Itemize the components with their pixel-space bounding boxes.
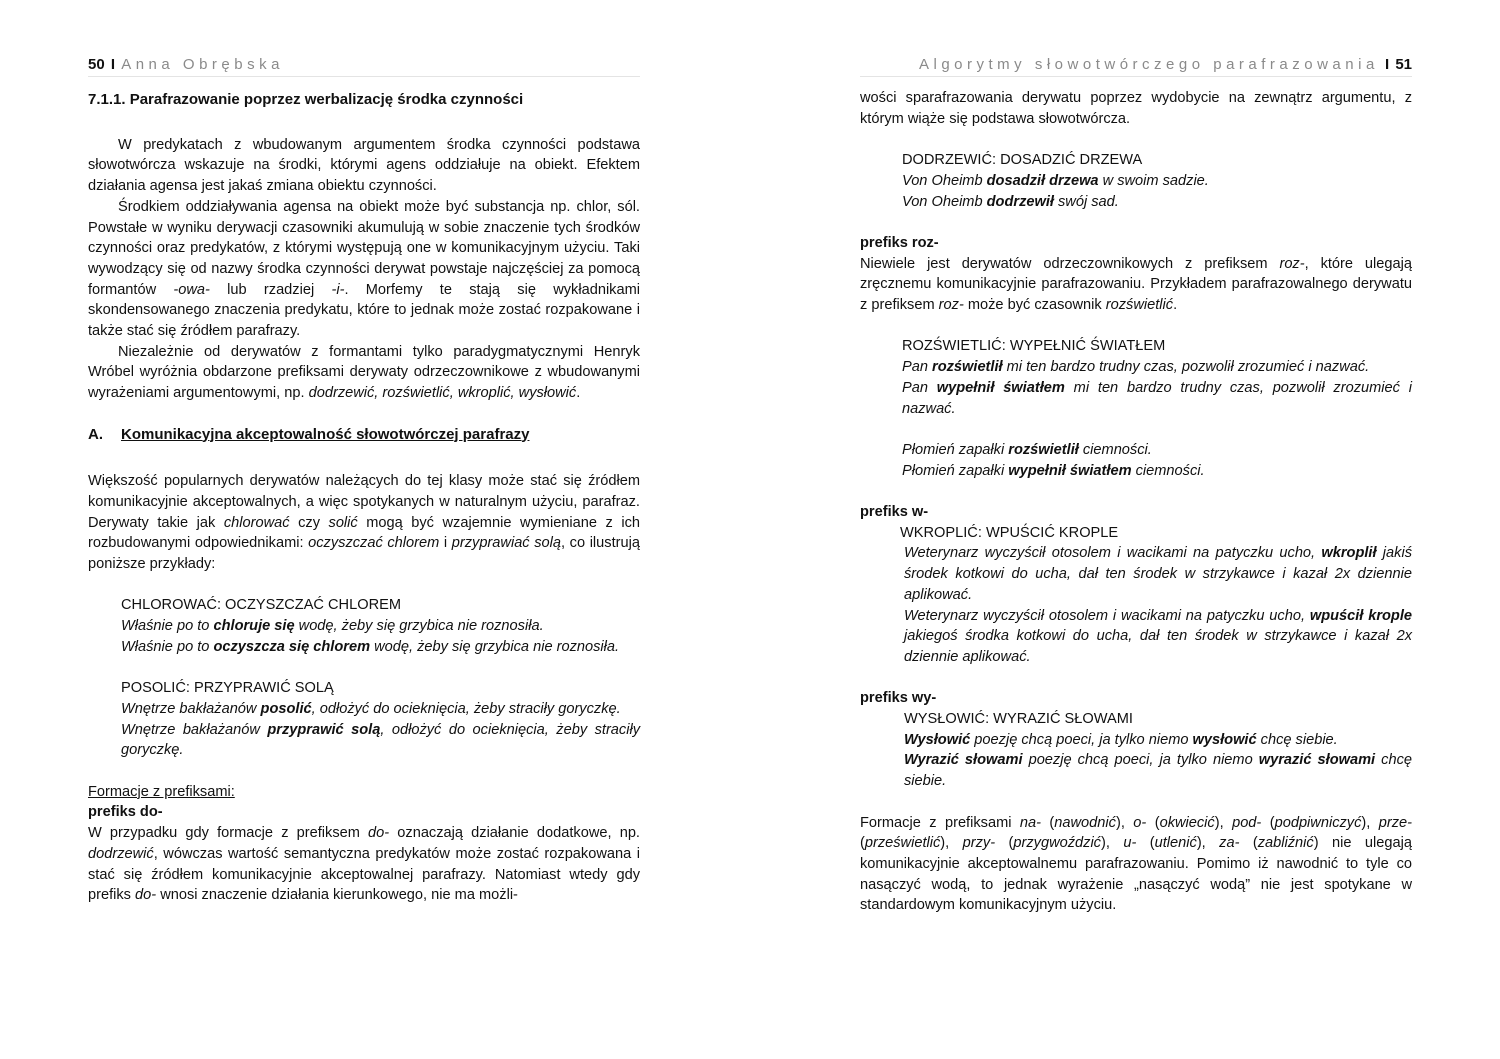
example-sentence: Właśnie po to oczyszcza się chlorem wodę, żeby się grzybica nie roznosiła. bbox=[121, 638, 620, 655]
example-rozswietlic bbox=[860, 336, 1412, 481]
paragraph-continued: wości sparafrazowania derywatu poprzez wydobycie na zewnątrz argumentu, z którym wiąże się podstawa słowotwórcza. bbox=[860, 90, 1412, 127]
right-page-body bbox=[860, 88, 1412, 916]
example-posolic bbox=[88, 678, 640, 761]
example-sentence: Pan wypełnił światłem mi ten bardzo trudny czas, pozwolił zrozumieć i nazwać. bbox=[902, 379, 1412, 417]
paragraph-2: Środkiem oddziaływania agensa na obiekt może być substancja np. chlor, sól. Powstałe w wyniku derywacji czasowniki akumulują w sobie znaczenie tych środków czynności oraz predykatów, z którymi występują one w komunikacyjnym użyciu. Taki wywodzący się od nazwy środka czynności derywat powstaje najczęściej za pomocą formantów -owa- lub rzadziej -i-. Morfemy te stają się wykładnikami skondensowanego znaczenia predykatu, które to jednak może zostać rozpakowane i także stać się źródłem parafrazy. bbox=[88, 198, 640, 340]
prefiks-do-heading: prefiks do- bbox=[88, 804, 163, 821]
paragraph-5: W przypadku gdy formacje z prefiksem do- oznaczają działanie dodatkowe, np. dodrzewić, wówczas wartość semantyczna predykatów może zostać rozpakowana i stać się źródłem komunikacyjnie akceptowalnej parafrazy. Natomiast wtedy gdy prefiks do- wnosi znaczenie działania kierunkowego, nie ma możli- bbox=[88, 825, 640, 904]
left-page-number: 50 bbox=[88, 56, 105, 73]
example-title: CHLOROWAĆ: OCZYSZCZAĆ CHLOREM bbox=[121, 597, 401, 614]
example-dodrzewic bbox=[860, 150, 1412, 212]
example-sentence: Płomień zapałki rozświetlił ciemności. bbox=[902, 441, 1152, 458]
formacje-heading: Formacje z prefiksami: bbox=[88, 783, 235, 800]
subsection-heading: A. Komunikacyjna akceptowalność słowotwórczej parafrazy bbox=[88, 425, 530, 443]
example-sentence: Wnętrze bakłażanów posolić, odłożyć do ocieknięcia, żeby straciły goryczkę. bbox=[121, 700, 621, 717]
example-sentence: Weterynarz wyczyścił otosolem i wacikami na patyczku ucho, wpuścił krople jakiegoś środka kotkowi do ucha, dał ten środek w strzykawce i kazał 2x dziennie aplikować. bbox=[904, 607, 1412, 665]
prefiks-wy-heading: prefiks wy- bbox=[860, 690, 937, 707]
example-sentence: Wnętrze bakłażanów przyprawić solą, odłożyć do ocieknięcia, żeby straciły goryczkę. bbox=[121, 721, 641, 759]
example-sentence: Wyrazić słowami poezję chcą poeci, ja tylko niemo wyrazić słowami chcę siebie. bbox=[904, 752, 1412, 790]
example-wyslowic bbox=[860, 709, 1412, 792]
header-separator: I bbox=[110, 56, 116, 73]
example-title: WYSŁOWIĆ: WYRAZIĆ SŁOWAMI bbox=[904, 711, 1133, 727]
section-heading: 7.1.1. Parafrazowanie poprzez werbalizację środka czynności bbox=[88, 91, 524, 108]
left-page-header bbox=[88, 54, 640, 77]
paragraph-4: Większość popularnych derywatów należących do tej klasy może stać się źródłem komunikacyjnie akceptowalnych, a więc spotykanych w naturalnym użyciu, parafraz. Derywaty takie jak chlorować czy solić mogą być wzajemnie wymieniane z ich rozbudowanymi odpowiednikami: oczyszczać chlorem i przyprawiać solą, co ilustrują poniższe przykłady: bbox=[88, 473, 641, 573]
paragraph-closing: Formacje z prefiksami na- (nawodnić), o- (okwiecić), pod- (podpiwniczyć), prze- (prześwietlić), przy- (przygwoździć), u- (utlenić), za- (zabliźnić) nie ulegają komunikacyjnie akceptowalnemu parafrazowaniu. Pomimo iż nawodnić to tyle co nasączyć wodą, to jednak wyrażenie „nasączyć wodą” nie jest spotykane w standardowym komunikacyjnym użyciu. bbox=[860, 814, 1412, 914]
example-sentence: Płomień zapałki wypełnił światłem ciemności. bbox=[902, 462, 1205, 479]
example-sentence: Von Oheimb dosadził drzewa w swoim sadzie. bbox=[902, 172, 1209, 189]
right-page-number: 51 bbox=[1395, 56, 1412, 73]
example-sentence: Von Oheimb dodrzewił swój sad. bbox=[902, 193, 1119, 210]
right-header-title: Algorytmy słowotwórczego parafrazowania bbox=[919, 56, 1379, 73]
paragraph-3: Niezależnie od derywatów z formantami tylko paradygmatycznymi Henryk Wróbel wyróżnia obdarzone prefiksami derywaty odrzeczownikowe z wbudowanymi wyrażeniami argumentowymi, np. dodrzewić, rozświetlić, wkroplić, wysłowić. bbox=[88, 343, 640, 402]
example-sentence: Właśnie po to chloruje się wodę, żeby się grzybica nie roznosiła. bbox=[121, 618, 544, 635]
example-sentence: Weterynarz wyczyścił otosolem i wacikami na patyczku ucho, wkroplił jakiś środek kotkowi do ucha, dał ten środek w strzykawce i kazał 2x dziennie aplikować. bbox=[904, 545, 1413, 603]
left-header-author: Anna Obrębska bbox=[121, 56, 284, 73]
right-page-header bbox=[860, 54, 1412, 77]
left-page-body bbox=[88, 90, 640, 906]
example-title: ROZŚWIETLIĆ: WYPEŁNIĆ ŚWIATŁEM bbox=[902, 338, 1166, 355]
example-chlorowac bbox=[88, 595, 640, 657]
paragraph-roz: Niewiele jest derywatów odrzeczownikowych z prefiksem roz-, które ulegają zręcznemu komunikacyjnie parafrazowaniu. Przykładem parafrazowalnego derywatu z prefiksem roz- może być czasownik rozświetlić. bbox=[860, 255, 1412, 313]
prefiks-w-heading: prefiks w- bbox=[860, 503, 929, 520]
header-separator: I bbox=[1384, 56, 1390, 73]
example-title: POSOLIĆ: PRZYPRAWIĆ SOLĄ bbox=[121, 680, 334, 697]
paragraph-1: W predykatach z wbudowanym argumentem środka czynności podstawa słowotwórcza wskazuje na środki, którymi agens oddziałuje na obiekt. Efektem działania agensa jest jakaś zmiana obiektu czynności. bbox=[88, 136, 640, 195]
example-sentence: Pan rozświetlił mi ten bardzo trudny czas, pozwolił zrozumieć i nazwać. bbox=[902, 359, 1370, 376]
example-title: WKROPLIĆ: WPUŚCIĆ KROPLE bbox=[900, 524, 1119, 541]
example-title: DODRZEWIĆ: DOSADZIĆ DRZEWA bbox=[902, 152, 1143, 169]
example-wkroplic bbox=[860, 523, 1412, 668]
prefiks-roz-heading: prefiks roz- bbox=[860, 234, 939, 251]
example-sentence: Wysłowić poezję chcą poeci, ja tylko niemo wysłowić chcę siebie. bbox=[904, 731, 1338, 748]
